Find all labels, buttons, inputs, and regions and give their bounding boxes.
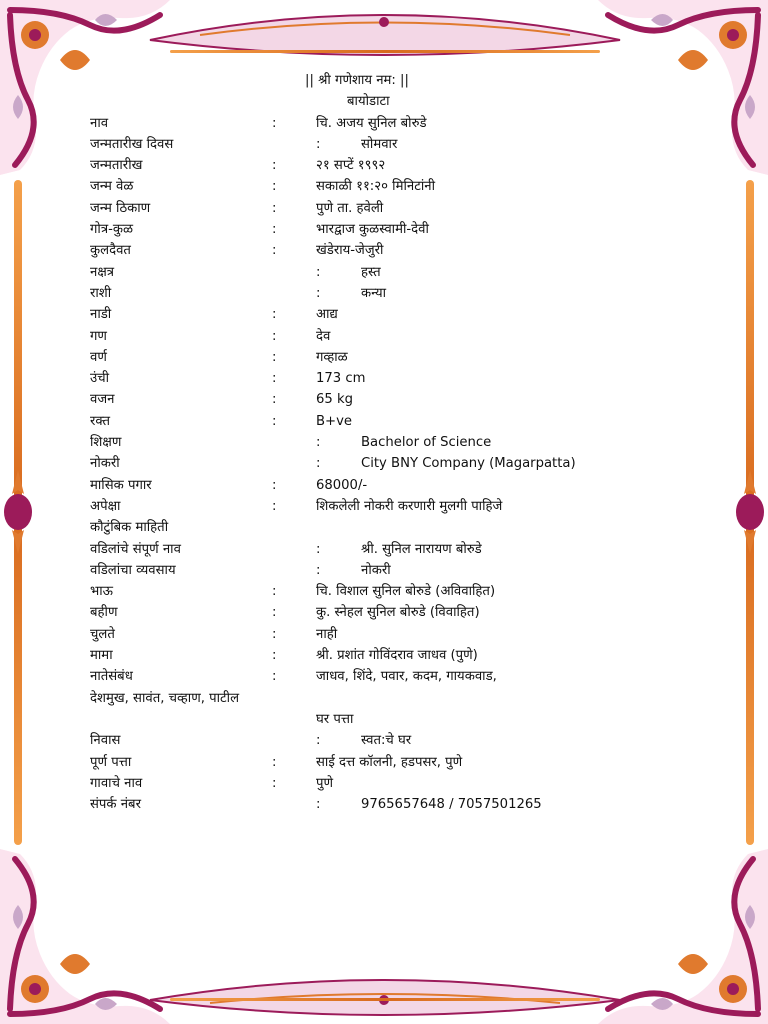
field-value: हस्त — [361, 264, 381, 280]
field-label: पूर्ण पत्ता — [90, 754, 132, 770]
detail-row — [90, 134, 690, 155]
field-label: रक्त — [90, 413, 110, 429]
field-value: श्री. प्रशांत गोविंदराव जाधव (पुणे) — [316, 648, 478, 664]
detail-row — [90, 432, 690, 453]
field-value: पुणे — [316, 775, 334, 791]
field-value: आद्य — [316, 307, 338, 323]
field-value: शिकलेली नोकरी करणारी मुलगी पाहिजे — [316, 498, 503, 514]
field-value: सकाळी ११:२० मिनिटांनी — [316, 179, 435, 195]
colon-separator: : — [316, 456, 321, 472]
field-label: मामा — [90, 648, 113, 664]
field-value: साई दत्त कॉलनी, हडपसर, पुणे — [316, 754, 463, 770]
colon-separator: : — [272, 775, 277, 791]
colon-separator: : — [272, 669, 277, 685]
field-label: वडिलांचे संपूर्ण नाव — [90, 541, 181, 557]
field-value: जाधव, शिंदे, पवार, कदम, गायकवाड, — [316, 669, 497, 685]
colon-separator: : — [272, 413, 277, 429]
colon-separator: : — [272, 243, 277, 259]
detail-row — [90, 475, 690, 496]
field-value: चि. विशाल सुनिल बोरुडे (अविवाहित) — [316, 584, 496, 600]
field-label: शिक्षण — [90, 435, 122, 451]
field-label: मासिक पगार — [90, 477, 152, 493]
detail-row — [90, 326, 690, 347]
biodata-content — [90, 70, 690, 815]
colon-separator: : — [272, 371, 277, 387]
field-value: चि. अजय सुनिल बोरुडे — [316, 115, 427, 131]
right-medallion-ornament — [736, 470, 764, 554]
colon-separator: : — [272, 179, 277, 195]
field-label: जन्मतारीख दिवस — [90, 136, 174, 152]
field-value: गव्हाळ — [316, 349, 348, 365]
colon-separator: : — [272, 605, 277, 621]
detail-row — [90, 752, 690, 773]
colon-separator: : — [272, 626, 277, 642]
field-label: गावाचे नाव — [90, 775, 143, 791]
detail-row — [90, 773, 690, 794]
detail-row — [90, 645, 690, 666]
colon-separator: : — [272, 584, 277, 600]
biodata-title-line — [90, 91, 690, 112]
field-value: भारद्वाज कुळस्वामी-देवी — [316, 222, 429, 238]
field-value: 173 cm — [316, 371, 366, 387]
field-label: नक्षत्र — [90, 264, 115, 280]
detail-row — [90, 176, 690, 197]
field-value: कन्या — [361, 285, 387, 301]
biodata-title: बायोडाटा — [347, 94, 390, 110]
field-value: नोकरी — [361, 562, 391, 578]
contact-details — [90, 730, 690, 815]
field-value: सोमवार — [361, 136, 398, 152]
field-value: 68000/- — [316, 477, 368, 493]
detail-row — [90, 666, 690, 687]
colon-separator: : — [272, 307, 277, 323]
detail-row — [90, 539, 690, 560]
colon-separator: : — [272, 392, 277, 408]
field-value: देव — [316, 328, 331, 344]
relations-continuation: देशमुख, सावंत, चव्हाण, पाटील — [90, 690, 240, 706]
detail-row — [90, 240, 690, 261]
family-heading-row — [90, 517, 690, 538]
personal-details — [90, 113, 690, 518]
field-label: जन्मतारीख — [90, 158, 143, 174]
field-value: नाही — [316, 626, 338, 642]
field-label: वर्ण — [90, 349, 107, 365]
field-value: 9765657648 / 7057501265 — [361, 797, 542, 813]
invocation-text: || श्री गणेशाय नम: || — [305, 73, 409, 88]
colon-separator: : — [272, 754, 277, 770]
field-label: वडिलांचा व्यवसाय — [90, 562, 176, 578]
field-value: पुणे ता. हवेली — [316, 200, 384, 216]
address-heading: घर पत्ता — [316, 711, 354, 727]
colon-separator: : — [272, 648, 277, 664]
colon-separator: : — [272, 200, 277, 216]
field-label: उंची — [90, 371, 110, 387]
field-label: गोत्र-कुळ — [90, 222, 134, 238]
detail-row — [90, 411, 690, 432]
field-value: 65 kg — [316, 392, 353, 408]
field-label: राशी — [90, 285, 112, 301]
detail-row — [90, 113, 690, 134]
family-heading: कौटुंबिक माहिती — [90, 520, 169, 536]
colon-separator: : — [316, 136, 321, 152]
detail-row — [90, 283, 690, 304]
address-heading-row — [90, 709, 690, 730]
detail-row — [90, 219, 690, 240]
field-value: खंडेराय-जेजुरी — [316, 243, 384, 259]
field-label: नाडी — [90, 307, 112, 323]
colon-separator: : — [316, 435, 321, 451]
field-label: निवास — [90, 733, 121, 749]
colon-separator: : — [316, 285, 321, 301]
detail-row — [90, 496, 690, 517]
colon-separator: : — [316, 733, 321, 749]
field-label: नाव — [90, 115, 109, 131]
colon-separator: : — [272, 349, 277, 365]
bottom-left-corner-ornament — [0, 849, 170, 1024]
detail-row — [90, 581, 690, 602]
colon-separator: : — [272, 115, 277, 131]
field-label: वजन — [90, 392, 115, 408]
field-value: श्री. सुनिल नारायण बोरुडे — [361, 541, 482, 557]
field-value: City BNY Company (Magarpatta) — [361, 456, 576, 472]
detail-row — [90, 730, 690, 751]
colon-separator: : — [316, 562, 321, 578]
detail-row — [90, 624, 690, 645]
field-label: संपर्क नंबर — [90, 797, 141, 813]
detail-row — [90, 198, 690, 219]
relations-continuation-row — [90, 688, 690, 709]
colon-separator: : — [272, 328, 277, 344]
field-value: Bachelor of Science — [361, 435, 492, 451]
field-value: B+ve — [316, 413, 353, 429]
field-label: गण — [90, 328, 107, 344]
detail-row — [90, 453, 690, 474]
detail-row — [90, 794, 690, 815]
field-label: अपेक्षा — [90, 498, 121, 514]
family-details — [90, 539, 690, 688]
field-label: चुलते — [90, 626, 115, 642]
field-label: नातेसंबंध — [90, 669, 133, 685]
field-value: कु. स्नेहल सुनिल बोरुडे (विवाहित) — [316, 605, 480, 621]
bottom-right-corner-ornament — [598, 849, 768, 1024]
field-value: २१ सप्टें १९९२ — [316, 158, 386, 174]
detail-row — [90, 347, 690, 368]
detail-row — [90, 155, 690, 176]
colon-separator: : — [272, 158, 277, 174]
detail-row — [90, 262, 690, 283]
field-label: नोकरी — [90, 456, 120, 472]
colon-separator: : — [272, 498, 277, 514]
invocation-line — [90, 70, 690, 91]
field-label: जन्म ठिकाण — [90, 200, 151, 216]
colon-separator: : — [316, 264, 321, 280]
field-value: स्वत:चे घर — [361, 733, 412, 749]
detail-row — [90, 368, 690, 389]
detail-row — [90, 389, 690, 410]
detail-row — [90, 304, 690, 325]
colon-separator: : — [272, 222, 277, 238]
colon-separator: : — [316, 541, 321, 557]
colon-separator: : — [272, 477, 277, 493]
detail-row — [90, 602, 690, 623]
field-label: बहीण — [90, 605, 118, 621]
left-medallion-ornament — [4, 470, 32, 554]
detail-row — [90, 560, 690, 581]
field-label: भाऊ — [90, 584, 114, 600]
colon-separator: : — [316, 797, 321, 813]
field-label: जन्म वेळ — [90, 179, 134, 195]
field-label: कुलदैवत — [90, 243, 131, 259]
